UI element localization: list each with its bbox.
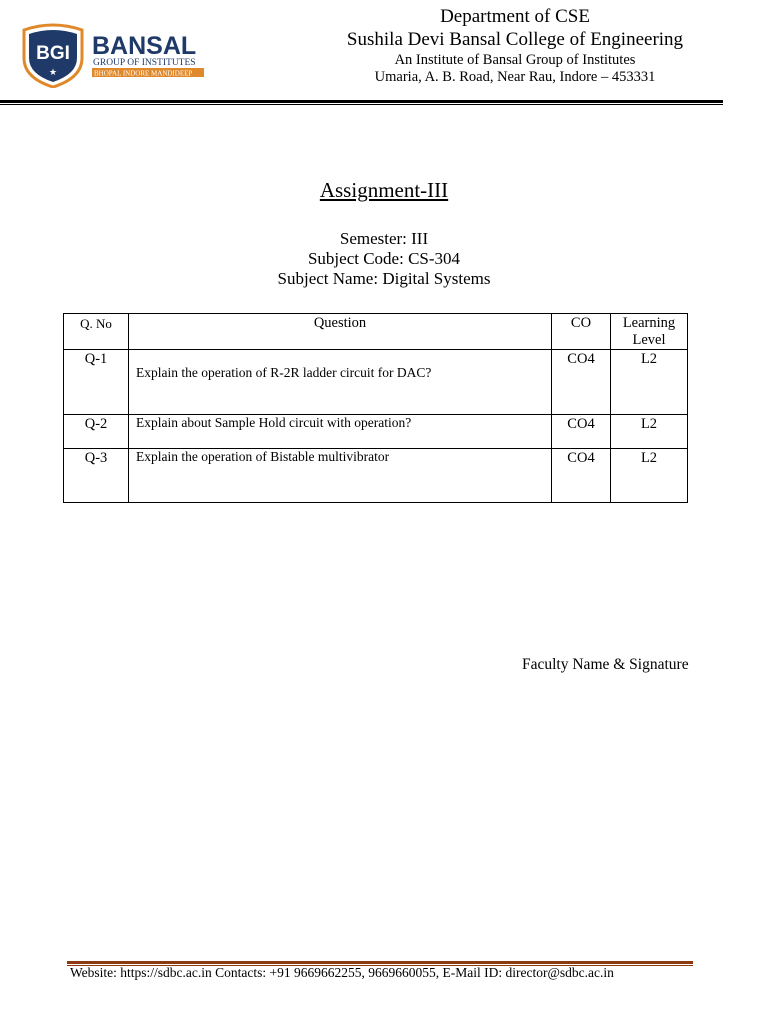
learning-level: L2	[611, 449, 688, 503]
learning-level: L2	[611, 415, 688, 449]
course-outcome: CO4	[552, 415, 611, 449]
header-level-line1: Learning	[622, 315, 676, 331]
course-outcome: CO4	[552, 449, 611, 503]
logo-locations: BHOPAL INDORE MANDIDEEP	[94, 69, 193, 78]
table-row	[64, 449, 688, 503]
header-divider	[0, 100, 723, 103]
header-level-line2: Level	[632, 332, 666, 348]
header-learning-level	[611, 314, 688, 350]
college-name: Sushila Devi Bansal College of Engineering	[346, 28, 684, 50]
table-row	[64, 415, 688, 449]
table-row	[64, 350, 688, 415]
question-text: Explain the operation of Bistable multivibrator	[129, 449, 552, 503]
logo-tagline: GROUP OF INSTITUTES	[93, 58, 196, 68]
subject-name: Subject Name: Digital Systems	[277, 269, 491, 288]
logo-monogram: BGI	[36, 43, 70, 64]
question-number: Q-3	[64, 449, 129, 503]
header-co: CO	[552, 314, 611, 350]
assignment-title: Assignment-III	[319, 178, 449, 202]
course-outcome: CO4	[552, 350, 611, 415]
footer-divider	[67, 961, 693, 964]
subject-code: Subject Code: CS-304	[307, 249, 461, 268]
question-number: Q-2	[64, 415, 129, 449]
learning-level: L2	[611, 350, 688, 415]
logo-name: BANSAL	[92, 32, 197, 60]
star-icon: ★	[48, 68, 58, 78]
question-number: Q-1	[64, 350, 129, 415]
header-question: Question	[129, 314, 552, 350]
institute-line: An Institute of Bansal Group of Institutes	[394, 51, 636, 68]
subject-info	[0, 229, 768, 289]
college-header	[320, 6, 710, 86]
question-table	[63, 313, 688, 503]
footer-contact: Website: https://sdbc.ac.in Contacts: +91 9669662255, 9669660055, E-Mail ID: director@sdbc.ac.in	[70, 965, 614, 980]
semester: Semester: III	[339, 229, 429, 248]
question-text: Explain about Sample Hold circuit with operation?	[129, 415, 552, 449]
header-qno: Q. No	[64, 314, 129, 350]
table-header-row	[64, 314, 688, 350]
bansal-logo	[22, 22, 208, 88]
college-address: Umaria, A. B. Road, Near Rau, Indore – 453331	[374, 68, 656, 85]
faculty-signature-label: Faculty Name & Signature	[522, 656, 689, 673]
question-text: Explain the operation of R-2R ladder circuit for DAC?	[129, 350, 552, 415]
department-name: Department of CSE	[440, 6, 590, 27]
header-divider-thin	[0, 104, 723, 105]
